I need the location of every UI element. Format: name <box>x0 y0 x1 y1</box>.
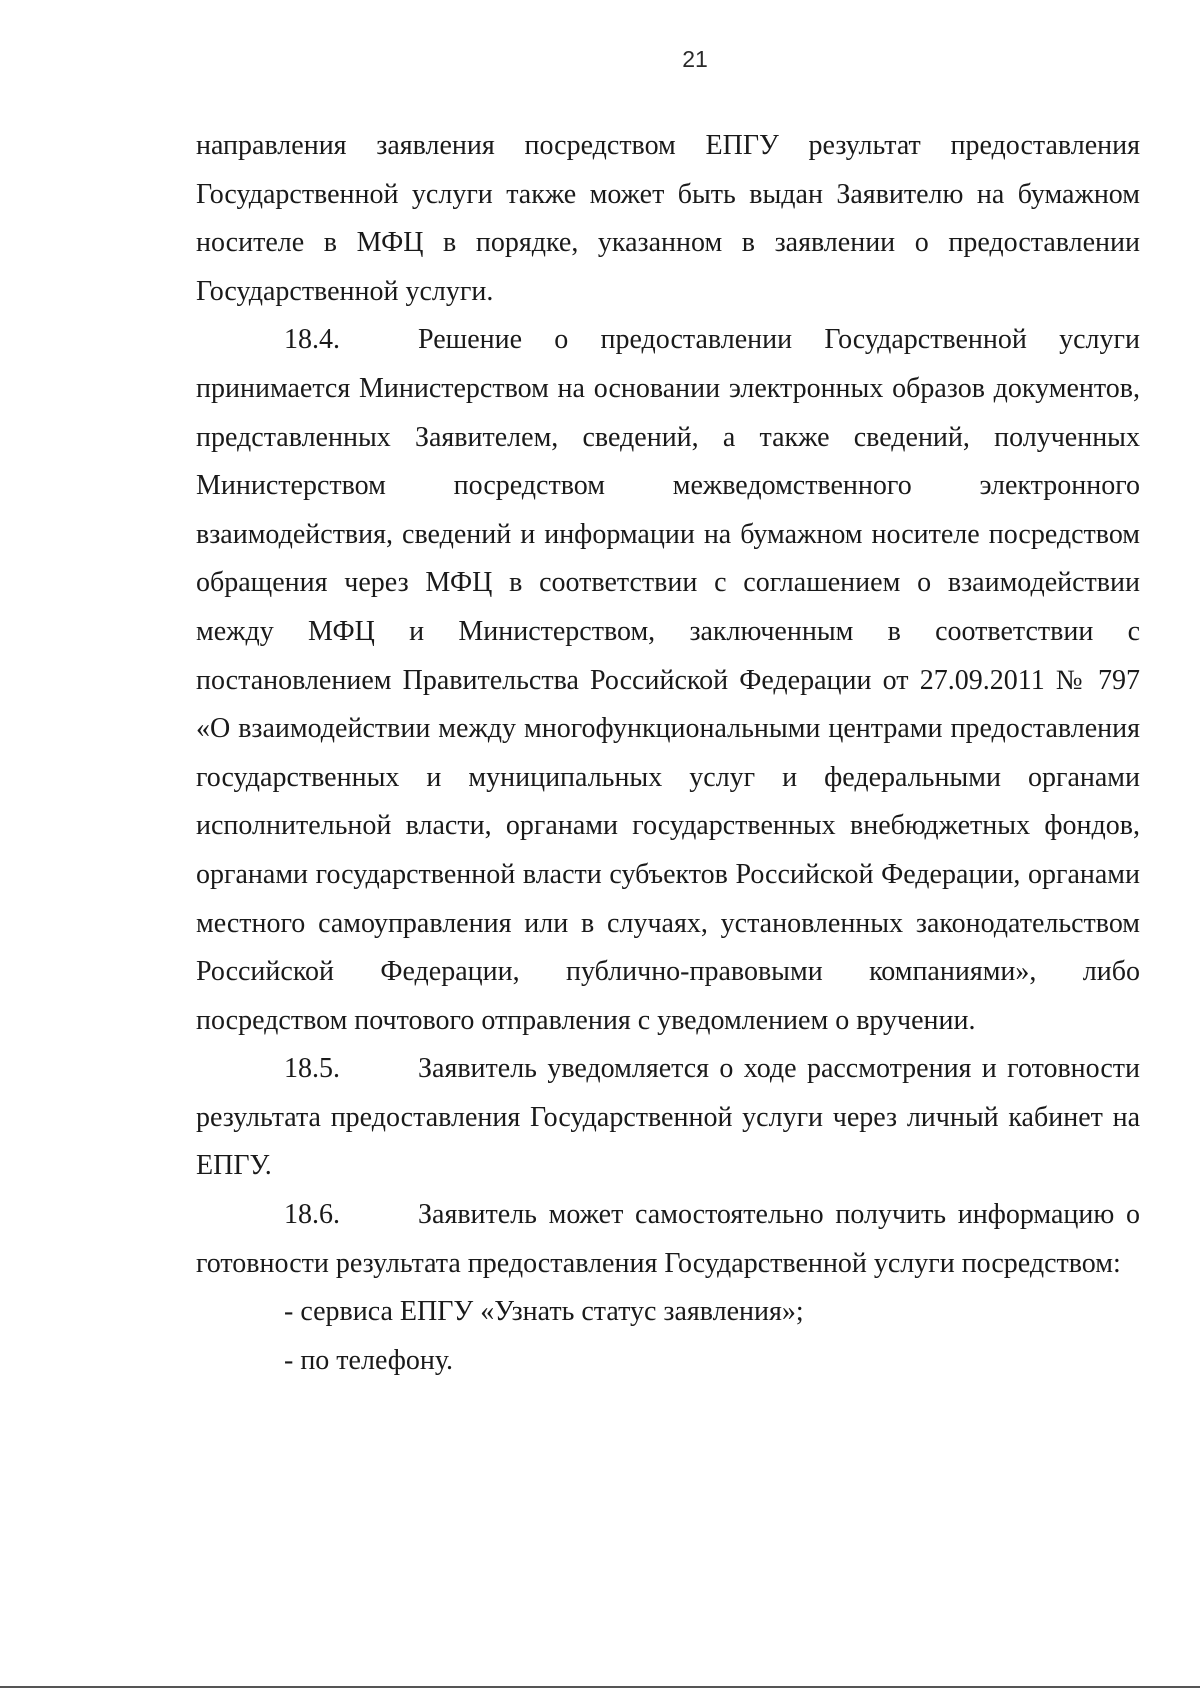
paragraph-continuation <box>196 122 1140 316</box>
list-item: - сервиса ЕПГУ «Узнать статус заявления»; <box>284 1296 804 1328</box>
paragraph-text: Заявитель может самостоятельно получить информацию о готовности результата предоставления Государственной услуги посредством: <box>196 1199 1140 1279</box>
clause-number: 18.6. <box>284 1199 340 1231</box>
paragraph-18-4 <box>196 316 1140 1045</box>
paragraph-text: направления заявления посредством ЕПГУ результат предоставления Государственной услуги также может быть выдан Заявителю на бумажном носителе в МФЦ в порядке, указанном в заявлении о предоставлении Государственной услуги. <box>196 130 1140 307</box>
paragraph-18-5 <box>196 1045 1140 1191</box>
paragraph-18-6 <box>196 1191 1140 1288</box>
list-item: - по телефону. <box>284 1344 454 1376</box>
document-body <box>196 122 1140 1385</box>
paragraph-text: Заявитель уведомляется о ходе рассмотрения и готовности результата предоставления Государственной услуги через личный кабинет на ЕПГУ. <box>196 1053 1140 1182</box>
page-bottom-rule <box>0 1686 1200 1688</box>
clause-number: 18.5. <box>284 1053 340 1085</box>
clause-number: 18.4. <box>284 324 340 356</box>
paragraph-text: Решение о предоставлении Государственной услуги принимается Министерством на основании электронных образов документов, представленных Заявителем, сведений, а также сведений, полученных Министерством посредством межведомственного электронного взаимодействия, сведений и информации на бумажном носителе посредством обращения через МФЦ в соответствии с соглашением о взаимодействии между МФЦ и Министерством, заключенным в соответствии с постановлением Правительства Российской Федерации от 27.09.2011 № 797 «О взаимодействии между многофункциональными центрами предоставления государственных и муниципальных услуг и федеральными органами исполнительной власти, органами государственных внебюджетных фондов, органами государственной власти субъектов Российской Федерации, органами местного самоуправления или в случаях, установленных законодательством Российской Федерации, публично-правовыми компаниями», либо посредством почтового отправления с уведомлением о вручении. <box>196 324 1140 1036</box>
page-number: 21 <box>682 46 708 72</box>
